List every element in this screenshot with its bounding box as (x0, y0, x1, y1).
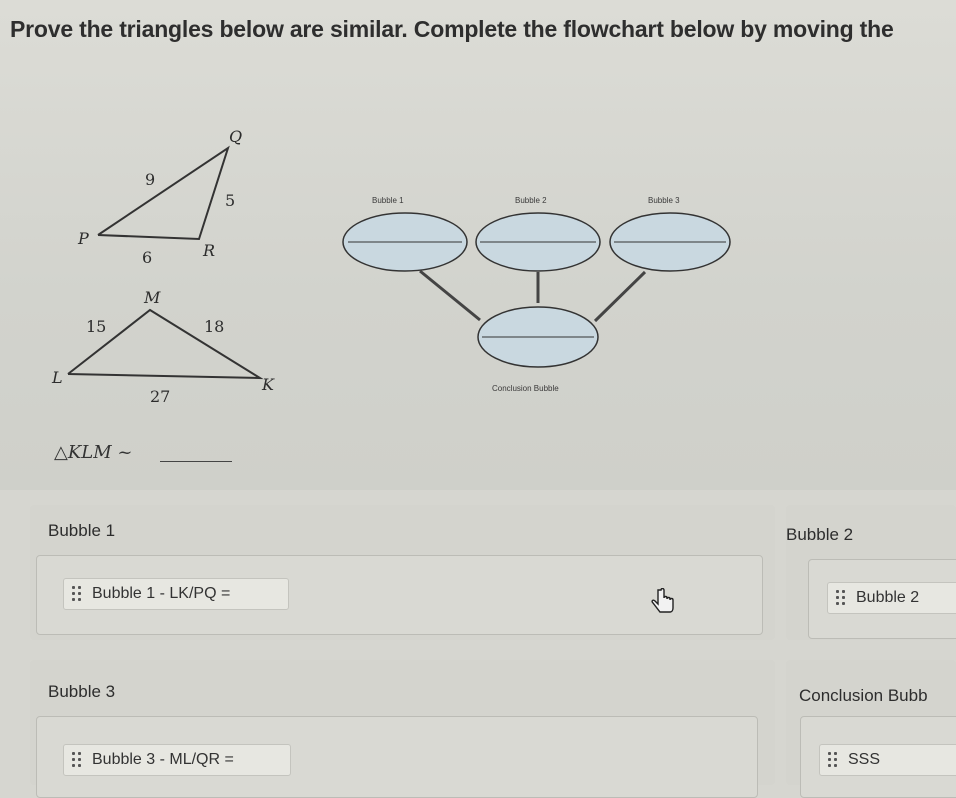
bubble-2-answer-chip[interactable] (827, 582, 956, 614)
vertex-p-label: P (78, 229, 89, 248)
hand-pointer-icon (650, 588, 676, 618)
similarity-answer-blank[interactable] (160, 461, 232, 462)
bubble-3-card (30, 660, 775, 785)
side-pr-label: 6 (142, 248, 153, 267)
flow-bubble-2-label: Bubble 2 (515, 196, 547, 205)
flow-bubble-1-label: Bubble 1 (372, 196, 404, 205)
vertex-r-label: R (203, 241, 216, 260)
bubble-2-card (786, 505, 956, 640)
bubble-3-drop-zone[interactable] (36, 716, 758, 798)
flow-arrow-3 (595, 272, 645, 321)
grip-dots-icon (72, 586, 82, 602)
bubble-1-card (30, 505, 775, 640)
conclusion-card-title: Conclusion Bubb (799, 686, 928, 705)
bubble-3-card-title: Bubble 3 (48, 682, 116, 701)
conclusion-answer-chip[interactable] (819, 744, 956, 776)
conclusion-drop-zone[interactable] (800, 716, 956, 798)
side-pq-label: 9 (145, 170, 156, 189)
bubble-3-answer-text: Bubble 3 - ML/QR = (92, 751, 234, 768)
side-qr-label: 5 (225, 191, 236, 210)
bubble-3-answer-chip[interactable] (63, 744, 291, 776)
side-mk-label: 18 (204, 317, 225, 336)
conclusion-card (786, 660, 956, 785)
flow-conclusion-label: Conclusion Bubble (492, 384, 559, 393)
vertex-k-label: K (262, 375, 274, 394)
bubble-2-answer-text: Bubble 2 (856, 589, 920, 606)
vertex-l-label: L (52, 368, 63, 387)
grip-dots-icon (836, 590, 846, 606)
triangles-figure (0, 0, 330, 420)
bubble-1-answer-text: Bubble 1 - LK/PQ = (92, 585, 231, 602)
side-lm-label: 15 (86, 317, 107, 336)
bubble-2-drop-zone[interactable] (808, 559, 956, 639)
vertex-m-label: M (144, 288, 161, 307)
similarity-statement: △KLM ~ (54, 442, 133, 463)
triangle-pqr (98, 148, 228, 239)
bubble-2-card-title: Bubble 2 (786, 525, 854, 544)
bubble-1-card-title: Bubble 1 (48, 521, 116, 540)
instructions-text: Prove the triangles below are similar. Complete the flowchart below by moving the (10, 16, 894, 42)
side-lk-label: 27 (150, 387, 171, 406)
flow-bubble-3-label: Bubble 3 (648, 196, 680, 205)
vertex-q-label: Q (229, 127, 243, 146)
grip-dots-icon (828, 752, 838, 768)
flowchart-diagram (330, 185, 750, 405)
bubble-1-answer-chip[interactable] (63, 578, 289, 610)
conclusion-answer-text: SSS (848, 751, 881, 768)
flow-arrow-1 (420, 271, 480, 320)
grip-dots-icon (72, 752, 82, 768)
